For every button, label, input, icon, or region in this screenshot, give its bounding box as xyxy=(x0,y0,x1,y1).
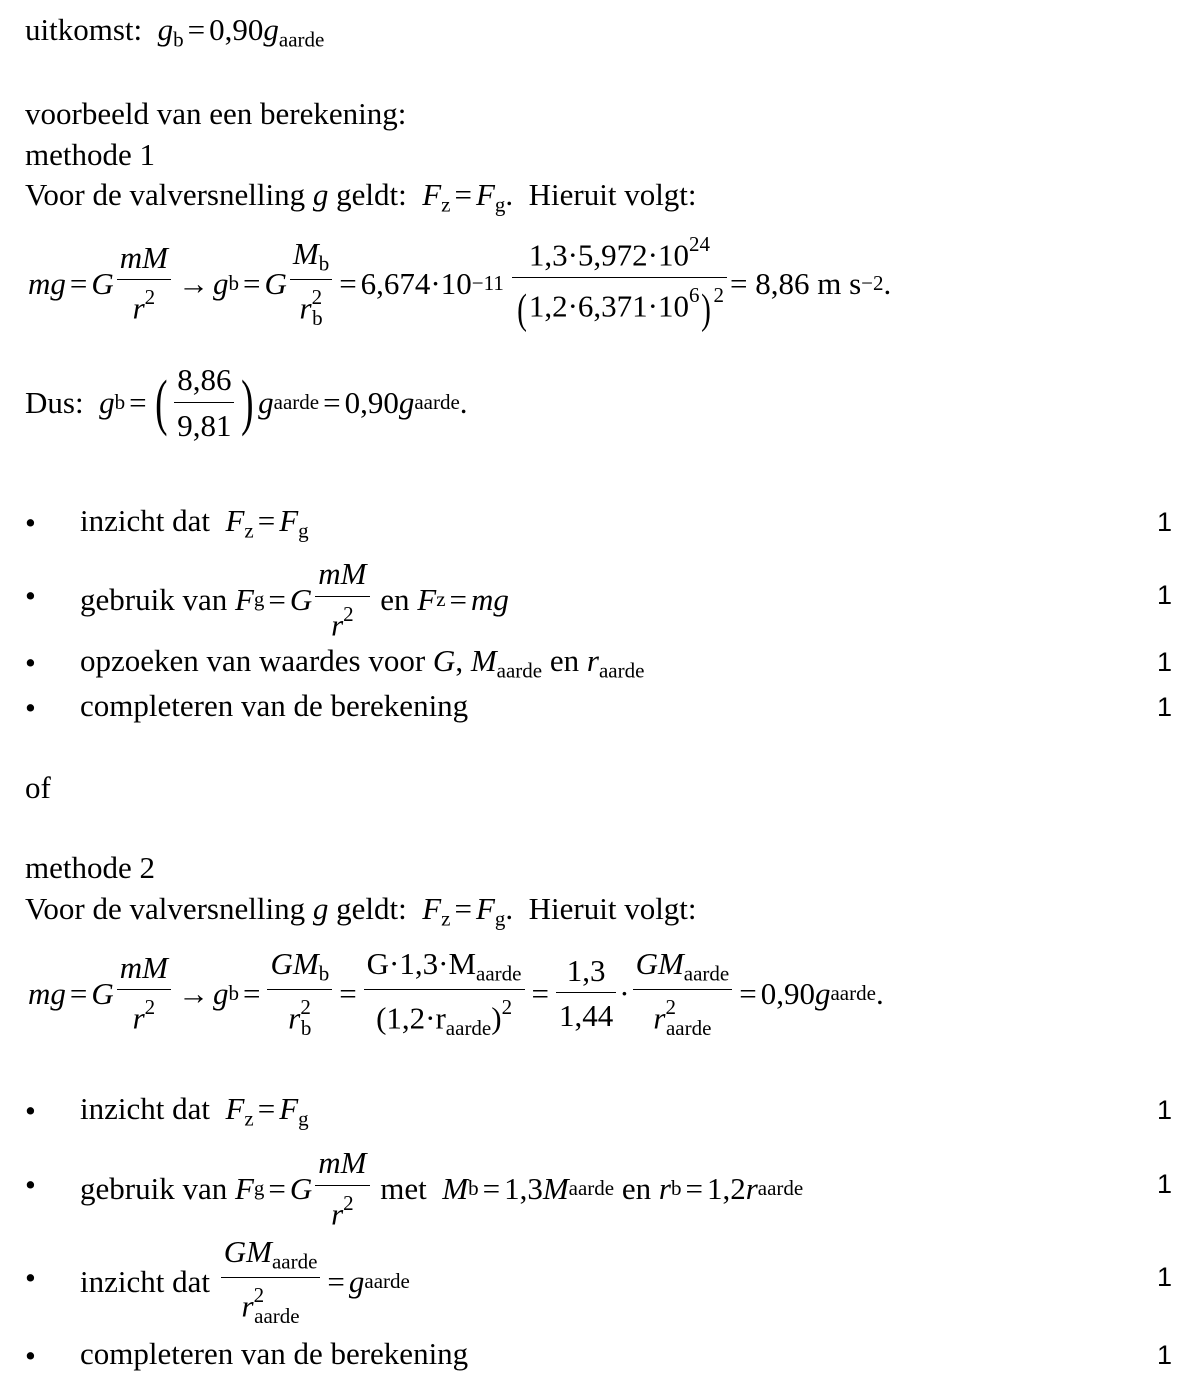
method2-formula: mg = G $\frac{mM}{r^2}$ → g b = $\frac{GM_b}{r^2_b}$ = $\frac{G\cdot 1,3\cdot M_{aarde}}{(1,2\cdot r_{aarde})^2}$ = $\frac{1,3}{1,44}$ · $\frac{GM_{aarde}}{r^2_{aarde}}$ = 0,90 g aarde . xyxy=(28,946,884,1041)
criterion-m2-4: completeren van de berekening xyxy=(80,1336,469,1371)
score-m1-2: 1 xyxy=(1156,580,1172,610)
score-m2-1: 1 xyxy=(1156,1095,1172,1125)
intro-text: voorbeeld van een berekening: xyxy=(25,96,407,131)
criterion-m2-1: inzicht dat $F_z = F_g$ xyxy=(80,1091,309,1131)
criterion-m1-1: inzicht dat $F_z = F_g$ xyxy=(80,503,309,543)
score-m2-2: 1 xyxy=(1156,1169,1172,1199)
criterion-m2-3: inzicht dat $\frac{GM_{aarde}}{r^2_{aarde}}$ = g aarde xyxy=(80,1234,410,1329)
method2-condition: Voor de valversnelling g geldt: $F_z = F_g$. Hieruit volgt: xyxy=(25,891,697,931)
score-m2-3: 1 xyxy=(1156,1262,1172,1292)
uitkomst-line: uitkomst: $g_b = 0,90g_{aarde}$ xyxy=(25,12,325,52)
score-m1-3: 1 xyxy=(1156,647,1172,677)
method1-conclusion: Dus: g b = ( $\frac{8,86}{9,81}$ ) g aarde = 0,90 g aarde . xyxy=(25,362,468,443)
criterion-m2-2: gebruik van F g = G $\frac{mM}{r^2}$ met M b = 1,3 M aarde en r b = 1,2 r aarde xyxy=(80,1145,804,1232)
score-m2-4: 1 xyxy=(1156,1340,1172,1370)
method2-title: methode 2 xyxy=(25,850,155,885)
method1-condition: Voor de valversnelling g geldt: $F_z = F_g$. Hieruit volgt: xyxy=(25,177,697,217)
method1-title: methode 1 xyxy=(25,137,155,172)
score-m1-4: 1 xyxy=(1156,692,1172,722)
uitkomst-value: 0,90 xyxy=(209,12,264,47)
criterion-m1-4: completeren van de berekening xyxy=(80,688,469,723)
score-m1-1: 1 xyxy=(1156,507,1172,537)
uitkomst-label: uitkomst: xyxy=(25,12,143,47)
or-text: of xyxy=(25,770,51,805)
method1-formula: mg = G $\frac{mM}{r^2}$ → g b = G $\frac{M_b}{r^2_b}$ = 6,674·10 −11 $\frac{1,3\cdot 5,972\cdot 10^{24}}{(1,2\cdot 6,371\cdot 10^6)^2}$ = 8,86 m s −2 . xyxy=(28,232,892,334)
criterion-m1-3: opzoeken van waardes voor G, $M_{aarde}$ en $r_{aarde}$ xyxy=(80,643,645,683)
criterion-m1-2: gebruik van F g = G $\frac{mM}{r^2}$ en F z = mg xyxy=(80,556,509,643)
